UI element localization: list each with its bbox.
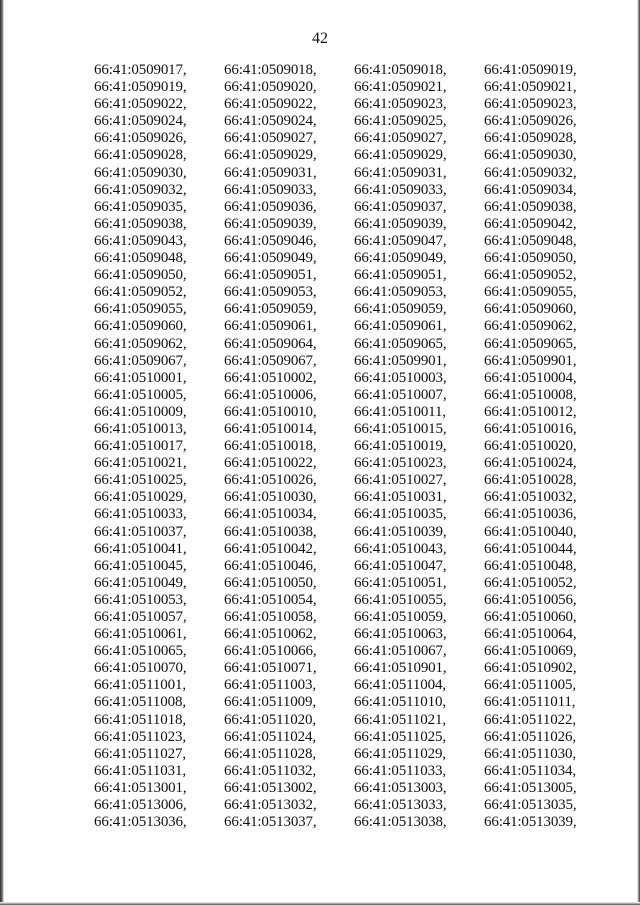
cadastral-number: 66:41:0510009, bbox=[94, 403, 187, 420]
cadastral-number: 66:41:0510031, bbox=[354, 489, 447, 506]
cadastral-number: 66:41:0509029, bbox=[354, 147, 447, 164]
cadastral-number: 66:41:0510032, bbox=[484, 489, 577, 506]
cadastral-number: 66:41:0510022, bbox=[224, 455, 317, 472]
cadastral-number: 66:41:0510054, bbox=[224, 591, 317, 608]
cadastral-number: 66:41:0510019, bbox=[354, 438, 447, 455]
cadastral-number: 66:41:0509025, bbox=[354, 113, 447, 130]
cadastral-number-list bbox=[94, 62, 604, 831]
cadastral-number: 66:41:0509038, bbox=[484, 198, 577, 215]
cadastral-number: 66:41:0509060, bbox=[484, 301, 577, 318]
cadastral-number: 66:41:0510064, bbox=[484, 626, 577, 643]
cadastral-number: 66:41:0510021, bbox=[94, 455, 187, 472]
cadastral-number: 66:41:0510024, bbox=[484, 455, 577, 472]
cadastral-number: 66:41:0510069, bbox=[484, 643, 577, 660]
cadastral-number: 66:41:0509037, bbox=[354, 198, 447, 215]
cadastral-number: 66:41:0510049, bbox=[94, 574, 187, 591]
cadastral-number: 66:41:0510042, bbox=[224, 540, 317, 557]
cadastral-number: 66:41:0510039, bbox=[354, 523, 447, 540]
cadastral-number: 66:41:0510062, bbox=[224, 626, 317, 643]
cadastral-number: 66:41:0511009, bbox=[224, 694, 316, 711]
cadastral-number: 66:41:0510056, bbox=[484, 591, 577, 608]
cadastral-number: 66:41:0509022, bbox=[224, 96, 317, 113]
cadastral-number: 66:41:0510025, bbox=[94, 472, 187, 489]
cadastral-number: 66:41:0513032, bbox=[224, 797, 317, 814]
cadastral-number: 66:41:0509032, bbox=[484, 164, 577, 181]
cadastral-number: 66:41:0511021, bbox=[354, 711, 446, 728]
cadastral-number: 66:41:0510017, bbox=[94, 438, 187, 455]
cadastral-number: 66:41:0509023, bbox=[484, 96, 577, 113]
cadastral-number: 66:41:0513002, bbox=[224, 779, 317, 796]
cadastral-number: 66:41:0509059, bbox=[354, 301, 447, 318]
cadastral-number: 66:41:0511001, bbox=[94, 677, 186, 694]
cadastral-number: 66:41:0510036, bbox=[484, 506, 577, 523]
cadastral-number: 66:41:0510015, bbox=[354, 420, 447, 437]
cadastral-number: 66:41:0513035, bbox=[484, 797, 577, 814]
cadastral-number: 66:41:0509048, bbox=[94, 250, 187, 267]
cadastral-number: 66:41:0509033, bbox=[224, 181, 317, 198]
cadastral-number: 66:41:0511032, bbox=[224, 762, 316, 779]
cadastral-number: 66:41:0510045, bbox=[94, 557, 187, 574]
cadastral-number: 66:41:0509026, bbox=[484, 113, 577, 130]
cadastral-number: 66:41:0510052, bbox=[484, 574, 577, 591]
cadastral-number: 66:41:0511033, bbox=[354, 762, 446, 779]
cadastral-number: 66:41:0510002, bbox=[224, 369, 317, 386]
cadastral-number: 66:41:0510059, bbox=[354, 609, 447, 625]
cadastral-number: 66:41:0510023, bbox=[354, 455, 447, 472]
cadastral-number: 66:41:0511022, bbox=[484, 711, 576, 728]
scan-edge-left bbox=[0, 0, 4, 905]
cadastral-number: 66:41:0510027, bbox=[354, 472, 447, 489]
cadastral-number: 66:41:0510008, bbox=[484, 386, 577, 403]
cadastral-number: 66:41:0509042, bbox=[484, 215, 577, 232]
cadastral-number: 66:41:0509048, bbox=[484, 232, 577, 249]
cadastral-number: 66:41:0513033, bbox=[354, 797, 447, 814]
cadastral-number: 66:41:0510013, bbox=[94, 420, 187, 437]
cadastral-number: 66:41:0509021, bbox=[354, 79, 447, 96]
cadastral-number: 66:41:0509022, bbox=[94, 96, 187, 113]
cadastral-number: 66:41:0509039, bbox=[224, 215, 317, 232]
cadastral-number: 66:41:0509053, bbox=[224, 284, 317, 301]
cadastral-number: 66:41:0511026, bbox=[484, 728, 576, 745]
cadastral-number: 66:41:0510030, bbox=[224, 489, 317, 506]
cadastral-number: 66:41:0509036, bbox=[224, 198, 317, 215]
cadastral-number: 66:41:0509024, bbox=[94, 113, 187, 130]
cadastral-number: 66:41:0510047, bbox=[354, 557, 447, 574]
cadastral-number: 66:41:0509065, bbox=[484, 335, 577, 352]
cadastral-number: 66:41:0510065, bbox=[94, 643, 187, 660]
cadastral-number: 66:41:0511004, bbox=[354, 677, 446, 694]
cadastral-number: 66:41:0510029, bbox=[94, 489, 187, 506]
cadastral-number: 66:41:0510060, bbox=[484, 609, 577, 625]
cadastral-number: 66:41:0509033, bbox=[354, 181, 447, 198]
cadastral-number: 66:41:0510006, bbox=[224, 386, 317, 403]
cadastral-number: 66:41:0513005, bbox=[484, 779, 577, 796]
cadastral-number: 66:41:0509031, bbox=[354, 164, 447, 181]
cadastral-number: 66:41:0509035, bbox=[94, 198, 187, 215]
cadastral-number: 66:41:0509049, bbox=[354, 250, 447, 267]
cadastral-number: 66:41:0509055, bbox=[94, 301, 187, 318]
cadastral-number: 66:41:0513006, bbox=[94, 797, 187, 814]
cadastral-number: 66:41:0509034, bbox=[484, 181, 577, 198]
cadastral-number: 66:41:0511020, bbox=[224, 711, 316, 728]
cadastral-number: 66:41:0509061, bbox=[354, 318, 447, 335]
page-number: 42 bbox=[312, 30, 328, 47]
cadastral-number: 66:41:0510053, bbox=[94, 591, 187, 608]
cadastral-number: 66:41:0511023, bbox=[94, 728, 186, 745]
cadastral-number: 66:41:0509029, bbox=[224, 147, 317, 164]
cadastral-number: 66:41:0511030, bbox=[484, 745, 576, 762]
cadastral-number: 66:41:0510011, bbox=[354, 403, 446, 420]
cadastral-number: 66:41:0510010, bbox=[224, 403, 317, 420]
cadastral-number: 66:41:0509038, bbox=[94, 215, 187, 232]
cadastral-number: 66:41:0511025, bbox=[354, 728, 446, 745]
cadastral-number: 66:41:0509052, bbox=[94, 284, 187, 301]
cadastral-number: 66:41:0511034, bbox=[484, 762, 576, 779]
cadastral-number: 66:41:0509027, bbox=[224, 130, 317, 147]
cadastral-number: 66:41:0509047, bbox=[354, 232, 447, 249]
cadastral-number: 66:41:0510004, bbox=[484, 369, 577, 386]
cadastral-number: 66:41:0510070, bbox=[94, 660, 187, 677]
cadastral-number: 66:41:0509046, bbox=[224, 232, 317, 249]
cadastral-number: 66:41:0511011, bbox=[484, 694, 576, 711]
cadastral-number: 66:41:0511003, bbox=[224, 677, 316, 694]
cadastral-number: 66:41:0509028, bbox=[484, 130, 577, 147]
cadastral-number: 66:41:0510057, bbox=[94, 609, 187, 625]
cadastral-number: 66:41:0510058, bbox=[224, 609, 317, 625]
cadastral-number: 66:41:0509053, bbox=[354, 284, 447, 301]
cadastral-number: 66:41:0510066, bbox=[224, 643, 317, 660]
cadastral-number: 66:41:0509027, bbox=[354, 130, 447, 147]
cadastral-number: 66:41:0509051, bbox=[224, 267, 317, 284]
cadastral-number: 66:41:0509023, bbox=[354, 96, 447, 113]
cadastral-number: 66:41:0509039, bbox=[354, 215, 447, 232]
cadastral-number: 66:41:0510901, bbox=[354, 660, 447, 677]
cadastral-number: 66:41:0510044, bbox=[484, 540, 577, 557]
cadastral-number: 66:41:0510050, bbox=[224, 574, 317, 591]
cadastral-number: 66:41:0509017, bbox=[94, 62, 187, 78]
cadastral-number: 66:41:0511031, bbox=[94, 762, 186, 779]
cadastral-number: 66:41:0510063, bbox=[354, 626, 447, 643]
cadastral-number: 66:41:0510034, bbox=[224, 506, 317, 523]
cadastral-number: 66:41:0509901, bbox=[484, 352, 577, 369]
cadastral-number: 66:41:0511008, bbox=[94, 694, 186, 711]
cadastral-number: 66:41:0510038, bbox=[224, 523, 317, 540]
cadastral-number: 66:41:0509062, bbox=[484, 318, 577, 335]
cadastral-number: 66:41:0511005, bbox=[484, 677, 576, 694]
cadastral-number: 66:41:0509031, bbox=[224, 164, 317, 181]
cadastral-number: 66:41:0510067, bbox=[354, 643, 447, 660]
cadastral-number: 66:41:0509030, bbox=[94, 164, 187, 181]
cadastral-number: 66:41:0509049, bbox=[224, 250, 317, 267]
cadastral-number: 66:41:0509050, bbox=[484, 250, 577, 267]
cadastral-number: 66:41:0513036, bbox=[94, 814, 187, 831]
cadastral-number: 66:41:0510048, bbox=[484, 557, 577, 574]
cadastral-number: 66:41:0509030, bbox=[484, 147, 577, 164]
cadastral-number: 66:41:0510012, bbox=[484, 403, 577, 420]
cadastral-number: 66:41:0509067, bbox=[94, 352, 187, 369]
cadastral-number: 66:41:0510007, bbox=[354, 386, 447, 403]
cadastral-number: 66:41:0510041, bbox=[94, 540, 187, 557]
cadastral-number: 66:41:0510016, bbox=[484, 420, 577, 437]
cadastral-number: 66:41:0509055, bbox=[484, 284, 577, 301]
cadastral-number: 66:41:0510040, bbox=[484, 523, 577, 540]
cadastral-number: 66:41:0509018, bbox=[224, 62, 317, 78]
cadastral-number: 66:41:0509059, bbox=[224, 301, 317, 318]
cadastral-number: 66:41:0509067, bbox=[224, 352, 317, 369]
cadastral-number: 66:41:0509021, bbox=[484, 79, 577, 96]
cadastral-number: 66:41:0509061, bbox=[224, 318, 317, 335]
cadastral-number: 66:41:0510071, bbox=[224, 660, 317, 677]
cadastral-number: 66:41:0510055, bbox=[354, 591, 447, 608]
cadastral-number: 66:41:0509050, bbox=[94, 267, 187, 284]
cadastral-number: 66:41:0513037, bbox=[224, 814, 317, 831]
cadastral-number: 66:41:0510061, bbox=[94, 626, 187, 643]
cadastral-number: 66:41:0510014, bbox=[224, 420, 317, 437]
cadastral-number: 66:41:0509024, bbox=[224, 113, 317, 130]
cadastral-number: 66:41:0509019, bbox=[484, 62, 577, 78]
cadastral-number: 66:41:0509028, bbox=[94, 147, 187, 164]
cadastral-number: 66:41:0509032, bbox=[94, 181, 187, 198]
cadastral-number: 66:41:0513038, bbox=[354, 814, 447, 831]
cadastral-number: 66:41:0510026, bbox=[224, 472, 317, 489]
cadastral-number: 66:41:0509065, bbox=[354, 335, 447, 352]
cadastral-number: 66:41:0513001, bbox=[94, 779, 187, 796]
cadastral-number: 66:41:0509901, bbox=[354, 352, 447, 369]
cadastral-number: 66:41:0511010, bbox=[354, 694, 446, 711]
cadastral-number: 66:41:0510046, bbox=[224, 557, 317, 574]
cadastral-number: 66:41:0511018, bbox=[94, 711, 186, 728]
cadastral-number: 66:41:0509020, bbox=[224, 79, 317, 96]
cadastral-number: 66:41:0510033, bbox=[94, 506, 187, 523]
cadastral-number: 66:41:0509051, bbox=[354, 267, 447, 284]
cadastral-number: 66:41:0509018, bbox=[354, 62, 447, 78]
cadastral-number: 66:41:0510902, bbox=[484, 660, 577, 677]
cadastral-number: 66:41:0509043, bbox=[94, 232, 187, 249]
cadastral-number: 66:41:0510028, bbox=[484, 472, 577, 489]
cadastral-number: 66:41:0510035, bbox=[354, 506, 447, 523]
cadastral-number: 66:41:0510037, bbox=[94, 523, 187, 540]
cadastral-number: 66:41:0510003, bbox=[354, 369, 447, 386]
cadastral-number: 66:41:0509062, bbox=[94, 335, 187, 352]
cadastral-number: 66:41:0510020, bbox=[484, 438, 577, 455]
cadastral-number: 66:41:0509060, bbox=[94, 318, 187, 335]
cadastral-number: 66:41:0509019, bbox=[94, 79, 187, 96]
cadastral-number: 66:41:0510051, bbox=[354, 574, 447, 591]
cadastral-number: 66:41:0513039, bbox=[484, 814, 577, 831]
cadastral-number: 66:41:0511028, bbox=[224, 745, 316, 762]
cadastral-number: 66:41:0510001, bbox=[94, 369, 187, 386]
cadastral-number: 66:41:0511029, bbox=[354, 745, 446, 762]
cadastral-number: 66:41:0511027, bbox=[94, 745, 186, 762]
cadastral-number: 66:41:0509064, bbox=[224, 335, 317, 352]
cadastral-number: 66:41:0509052, bbox=[484, 267, 577, 284]
cadastral-number: 66:41:0509026, bbox=[94, 130, 187, 147]
cadastral-number: 66:41:0510005, bbox=[94, 386, 187, 403]
cadastral-number: 66:41:0510018, bbox=[224, 438, 317, 455]
cadastral-number: 66:41:0510043, bbox=[354, 540, 447, 557]
cadastral-number: 66:41:0513003, bbox=[354, 779, 447, 796]
cadastral-number: 66:41:0511024, bbox=[224, 728, 316, 745]
